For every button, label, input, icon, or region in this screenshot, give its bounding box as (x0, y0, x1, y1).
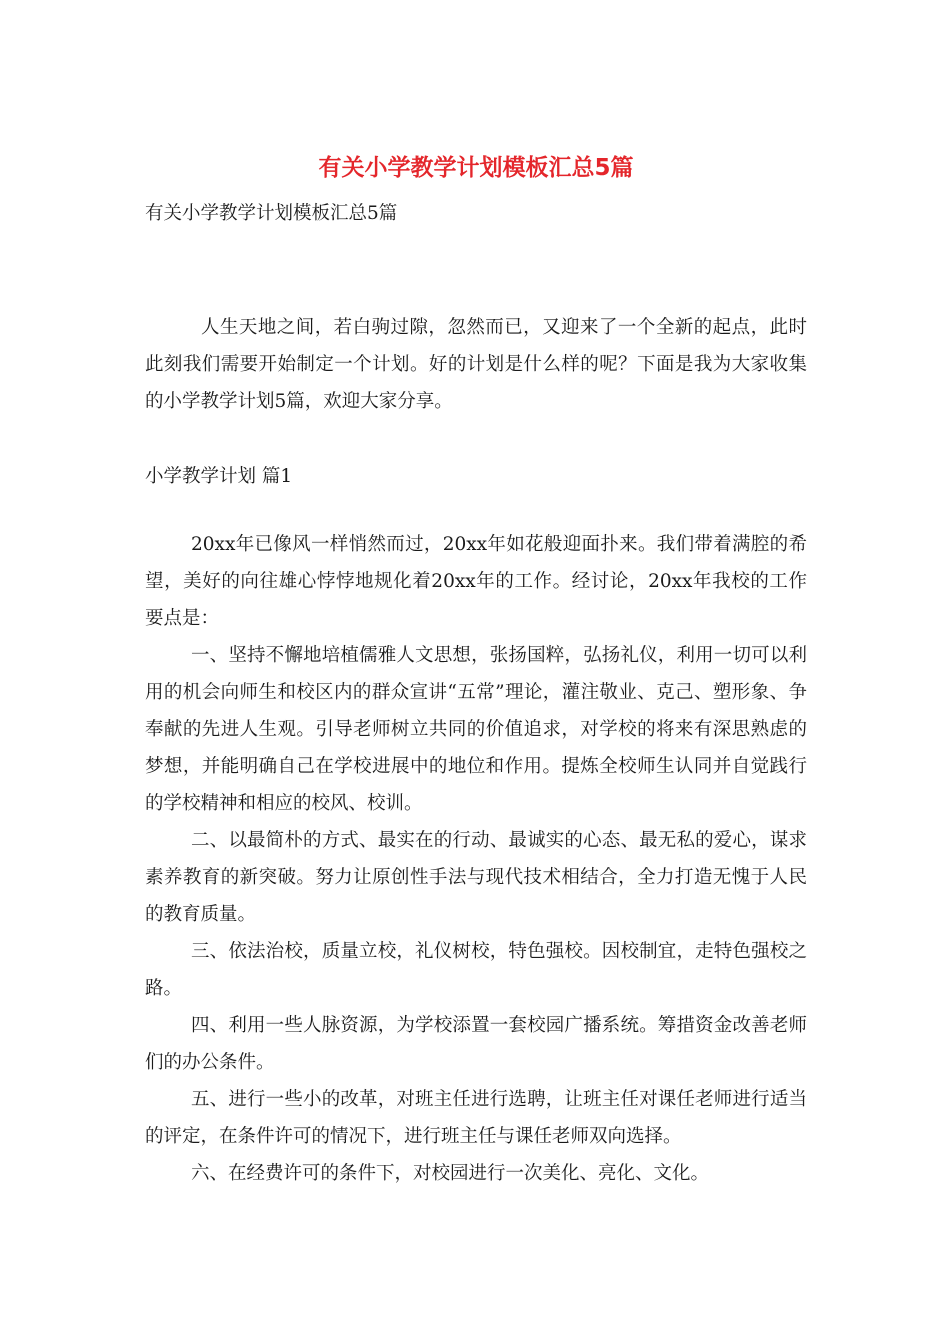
body-paragraph: 三、依法治校，质量立校，礼仪树校，特色强校。因校制宜，走特色强校之路。 (145, 941, 807, 999)
document-content (145, 150, 807, 1192)
section-heading: 小学教学计划 篇1 (145, 466, 293, 487)
intro-paragraph: 人生天地之间，若白驹过隙，忽然而已，又迎来了一个全新的起点，此时此刻我们需要开始制定一个计划。好的计划是什么样的呢？下面是我为大家收集的小学教学计划5篇，欢迎大家分享。 (145, 317, 807, 412)
body-paragraph: 五、进行一些小的改革，对班主任进行选聘，让班主任对课任老师进行适当的评定，在条件许可的情况下，进行班主任与课任老师双向选择。 (145, 1089, 807, 1147)
body-paragraph: 六、在经费许可的条件下，对校园进行一次美化、亮化、文化。 (191, 1163, 710, 1184)
body-paragraph: 一、坚持不懈地培植儒雅人文思想，张扬国粹，弘扬礼仪，利用一切可以利用的机会向师生和校区内的群众宣讲“五常”理论，灌注敬业、克己、塑形象、争奉献的先进人生观。引导老师树立共同的价值追求，对学校的将来有深思熟虑的梦想，并能明确自己在学校进展中的地位和作用。提炼全校师生认同并自觉践行的学校精神和相应的校风、校训。 (145, 645, 807, 814)
body-paragraph: 20xx年已像风一样悄然而过，20xx年如花般迎面扑来。我们带着满腔的希望，美好的向往雄心悖悖地规化着20xx年的工作。经讨论，20xx年我校的工作要点是： (145, 534, 807, 629)
document-subtitle: 有关小学教学计划模板汇总5篇 (145, 203, 398, 224)
body-paragraph: 二、以最简朴的方式、最实在的行动、最诚实的心态、最无私的爱心，谋求素养教育的新突破。努力让原创性手法与现代技术相结合，全力打造无愧于人民的教育质量。 (145, 830, 807, 925)
body-paragraph: 四、利用一些人脉资源，为学校添置一套校园广播系统。筹措资金改善老师们的办公条件。 (145, 1015, 807, 1073)
document-title: 有关小学教学计划模板汇总5篇 (318, 155, 634, 181)
